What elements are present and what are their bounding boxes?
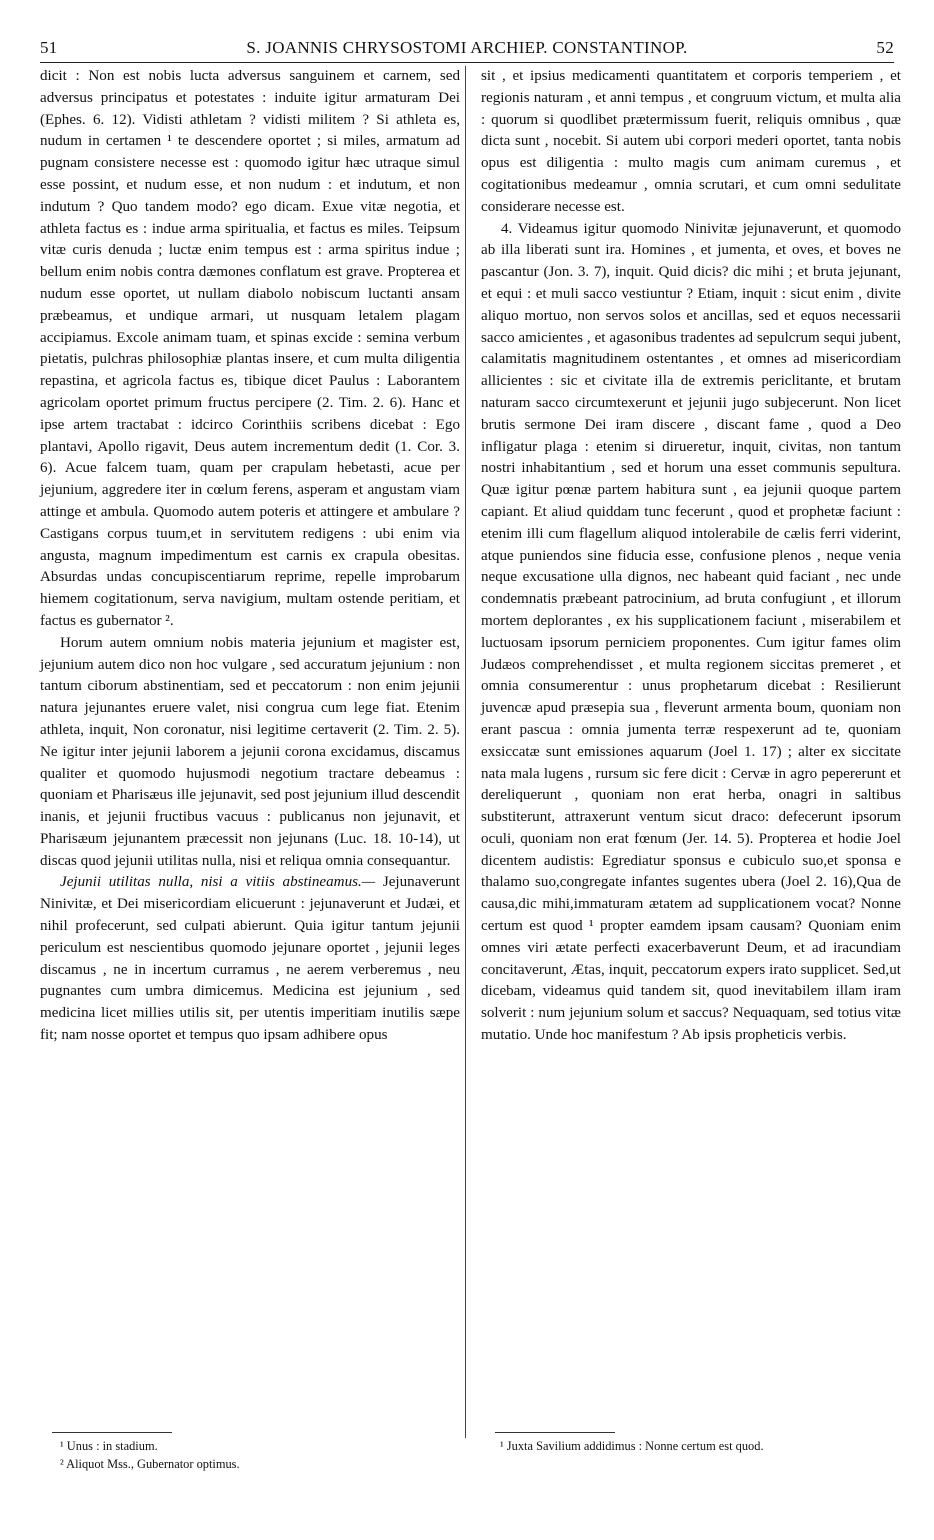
left-paragraph-2: Horum autem omnium nobis materia jejunium et magister est, jejunium autem dico non hoc vulgare , sed accuratum jejunium : non tantum ciborum abstinentiam, sed et peccatorum : non enim jejunii natura jejunantes eruere valet, nisi congrua cum lege fiat. Etenim athleta, inquit, Non coronatur, nisi legitime certaverit (2. Tim. 2. 5). Ne igitur inter jejunii laborem a jejunii corona excidamus, discamus qualiter et quomodo hujusmodi negotium tractare debeamus : quoniam et Pharisæus ille jejunavit, sed post jejunium illud descendit inanis, et jejunii fructibus vacuus : publicanus non jejunavit, et Pharisæum jejunantem præcessit non jejunans (Luc. 18. 10-14), ut discas quod jejunii utilitas nulla, nisi et reliqua omnia consequantur.: [40, 634, 460, 869]
column-divider: [465, 66, 466, 1438]
running-header: [40, 38, 894, 63]
left-column: [40, 66, 460, 1047]
page-number-left: 51: [40, 38, 58, 57]
running-title: S. JOANNIS CHRYSOSTOMI ARCHIEP. CONSTANTINOP.: [246, 38, 688, 57]
section-heading: Jejunii utilitas nulla, nisi a vitiis abstineamus.—: [60, 874, 376, 891]
left-footnote-1: ¹ Unus : in stadium.: [60, 1439, 158, 1453]
footnote-rule-right: [495, 1432, 615, 1433]
page-number-right: 52: [876, 38, 894, 57]
right-paragraph-2: 4. Videamus igitur quomodo Ninivitæ jejunaverunt, et quomodo ab illa liberati sunt ira. Homines , et jumenta, et oves, et boves ne pascantur (Jon. 3. 7), inquit. Quid dicis? dic mihi ; et bruta jejunant, et equi : et muli sacco vestiuntur ? Etiam, inquit : sicut enim , divite aliquo mortuo, non servos solos et ancillas, sed et equos necessarii sacco amicientes , et agasonibus tradentes ad sepulcrum sequi jubent, calamitatis magnitudinem ostentantes , et omnes ad misericordiam allicientes : sic et civitate illa de extremis periclitante, et brutam naturam sacco circumtexerunt et jejunii jugo subjecerunt. Non licet brutis sermone Dei iram discere , discant fame , quod a Deo infligatur plaga : etenim si dirueretur, inquit, civitas, non tantum nostri inhabitantium , sed et horum una esset communis sepultura. Quæ igitur pœnæ partem habitura sunt , ea jejunii quoque partem capiant. Et aliud quiddam tunc fecerunt , quod et prophetæ faciunt : etenim illi cum flagellum aliquod intolerabile de cælis ferri viderint, atque puniendos sine fiducia esse, confusione plenos , neque venia neque excusatione ulla dignos, nec habeant quid faciant , nec unde condemnatis præbeant patrocinium, ad bruta confugiunt , et illorum mortem deplorantes , ex his supplicationem faciunt , miserabilem et luctuosam ipsorum perniciem proponentes. Cum igitur fames olim Judæos comprehendisset , et multa regionem siccitas premeret , et omnia consumerentur : unus prophetarum dicebat : Resilierunt juvencæ apud præsepia sua , fleverunt armenta boum, quoniam non erant pascua : omnia jumenta terræ respexerunt ad te, quoniam exsiccatæ sunt emissiones aquarum (Joel 1. 17) ; alter ex siccitate nata mala lugens , rursum sic fere dicit : Cervæ in agro pepererunt et dereliquerunt , quoniam non erat herba, onagri in saltibus substiterunt, attraxerunt ventum sicut draco: defecerunt ipsorum oculi, quoniam non erat fœnum (Jer. 14. 5). Propterea et hodie Joel dicentem audistis: Egrediatur sponsus e cubiculo suo,et sponsa e thalamo suo,congregate infantes sugentes ubera (Joel 2. 16),Qua de causa,dic mihi,immaturam ætatem ad supplicationem vocat? Nonne certum est quod ¹ propter eamdem ipsam causam? Quoniam enim omnes viri ætate perfecti exacerbaverunt Deum, et ad iracundiam concitaverunt, Ætas, inquit, peccatorum expers irato supplicet. Sed,ut dicebam, videamus quid tandem sit, quod inevitabilem illam iram solverit : num jejunium solum et saccus? Nequaquam, sed totius vitæ mutatio. Unde hoc manifestum ? Ab ipsis propheticis verbis.: [481, 220, 901, 1044]
left-paragraph-3-text: Jejunaverunt Ninivitæ, et Dei misericordiam elicuerunt : jejunaverunt et Judæi, et nihil profecerunt, sed culpati abierunt. Quia igitur tantum jejunii periculum est nescientibus quomodo jejunare oportet , jejunii leges discamus , ne in incertum curramus , ne aerem verberemus , neu pugnantes cum umbra dimicemus. Medicina est jejunium , sed medicina licet millies utilis sit, per utentis imperitiam inutilis sæpe fit; nam nosse oportet et tempus quo ipsam adhibere opus: [40, 874, 460, 1044]
right-paragraph-1: sit , et ipsius medicamenti quantitatem et corporis temperiem , et regionis naturam , et anni tempus , et congruum victum, et multa alia : quorum si quodlibet prætermissum fuerit, reliquis omnibus , quæ dicta sunt , nocebit. Si autem ubi corpori mederi oportet, tanta nobis opus est diligentia : multo magis cum animam curemus , et cogitationibus medeamur , omnia scrutari, et cum omni sedulitate considerare necesse est.: [481, 68, 901, 215]
left-paragraph-3: [40, 872, 460, 1046]
footnote-rule-left: [52, 1432, 172, 1433]
right-footnote-1: ¹ Juxta Savilium addidimus : Nonne certum est quod.: [500, 1439, 764, 1453]
left-paragraph-1: dicit : Non est nobis lucta adversus sanguinem et carnem, sed adversus principatus et potestates : induite igitur armaturam Dei (Ephes. 6. 12). Vidisti athletam ? vidisti militem ? Si athleta es, nudum in certamen ¹ te descendere oportet ; si miles, armatum ad pugnam consistere necesse est : quomodo igitur hæc utraque simul esse possint, et nudum esse, et non nudum : et indutum, et non indutum ? Quo tandem modo? ego dicam. Exue vitæ negotia, et athleta factus es : indue arma spiritualia, et factus es miles. Teipsum vitæ curis denuda ; luctæ enim tempus est : arma spiritus indue ; bellum enim nobis contra dæmones conflatum est grave. Propterea et nudum esse oportet, ut nullam diabolo nobiscum luctanti ansam præbeamus, et undique armari, ut nusquam letalem plagam accipiamus. Excole animam tuam, et spinas excide : semina verbum pietatis, pulchras philosophiæ plantas insere, et cum multa diligentia repastina, et agricola factus es, tibique dicet Paulus : Laborantem agricolam oportet primum fructus percipere (2. Tim. 2. 6). Hanc et ipse artem tractabat : idcirco Corinthiis scribens dicebat : Ego plantavi, Apollo rigavit, Deus autem incrementum dedit (1. Cor. 3. 6). Acue falcem tuam, quam per crapulam hebetasti, acue per jejunium, aggredere iter in cœlum ferens, asperam et angustam viam attinge et ambula. Quomodo autem poteris et attingere et ambulare ? Castigans corpus tuum,et in servitutem redigens : ubi enim via angusta, magnum impedimentum est carnis ex crapula obesitas. Absurdas undas concupiscentiarum reprime, repelle improbarum hiemem cogitationum, serva navigium, multam ostende peritiam, et factus es gubernator ².: [40, 68, 460, 629]
left-footnote-2: ² Aliquot Mss., Gubernator optimus.: [60, 1457, 240, 1471]
right-column: [481, 66, 901, 1047]
